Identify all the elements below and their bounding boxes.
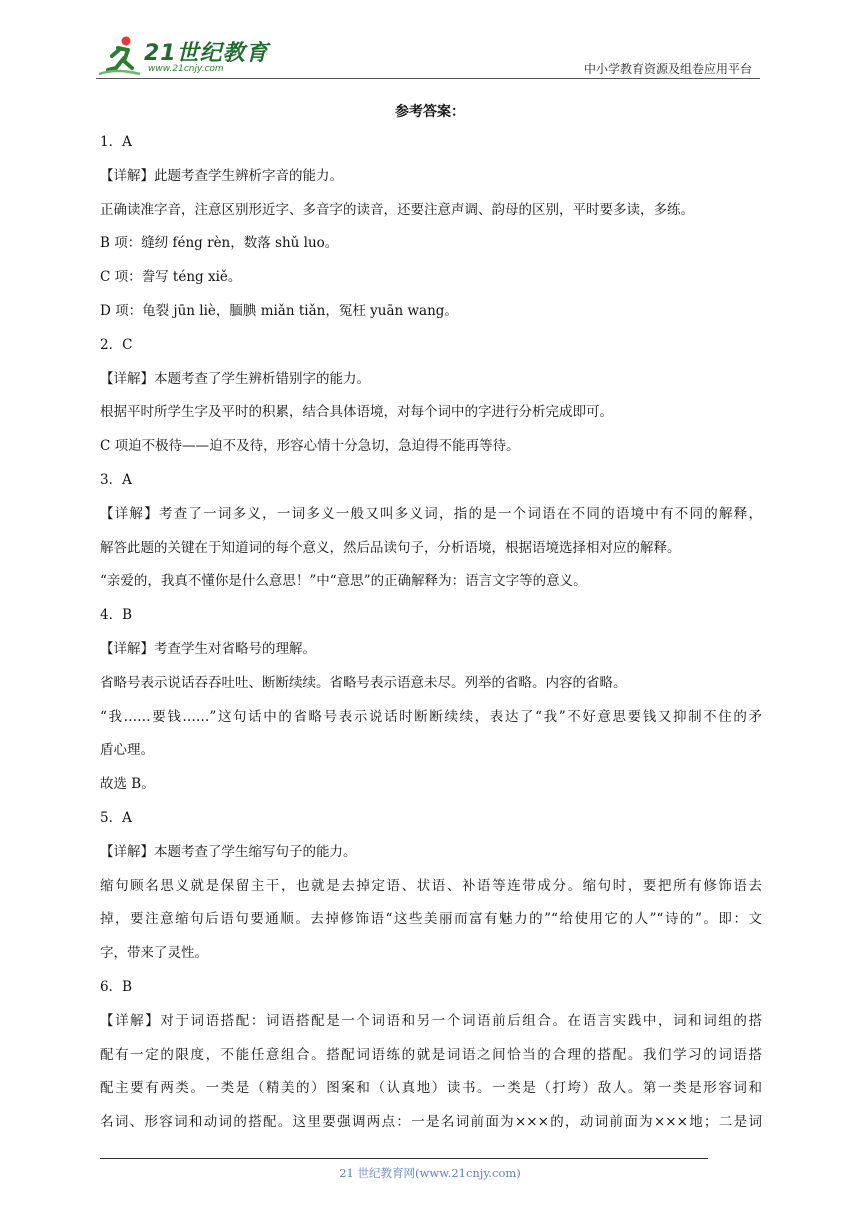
answer-line: 【详解】本题考查了学生辨析错别字的能力。: [100, 370, 370, 387]
answer-line: D 项：龟裂 jūn liè，腼腆 miǎn tiǎn，冤枉 yuān wang。: [100, 302, 458, 319]
page-title: 参考答案：: [395, 104, 465, 120]
answer-line: 【详解】本题考查了学生缩写句子的能力。: [100, 843, 357, 860]
answer-line: 盾心理。: [100, 742, 154, 759]
site-logo[interactable]: [96, 34, 269, 78]
footer-divider: [100, 1158, 708, 1159]
answer-line: B 项：缝纫 féng rèn，数落 shǔ luo。: [100, 235, 339, 252]
answer-line: 解答此题的关键在于知道词的每个意义，然后品读句子，分析语境，根据语境选择相对应的解释。: [100, 539, 681, 556]
answer-line: “亲爱的，我真不懂你是什么意思！”中“意思”的正确解释为：语言文字等的意义。: [100, 573, 587, 590]
page-header: [96, 30, 760, 78]
answer-line: 3．A: [100, 471, 132, 488]
answer-line: 2．C: [100, 336, 133, 353]
answer-line: 名词、形容词和动词的搭配。这里要强调两点：一是名词前面为×××的，动词前面为×××地；二是词: [100, 1114, 762, 1131]
answer-line: 省略号表示说话吞吞吐吐、断断续续。省略号表示语意未尽。列举的省略。内容的省略。: [100, 674, 627, 691]
answer-line: 正确读准字音，注意区别形近字、多音字的读音，还要注意声调、韵母的区别，平时要多读，多练。: [100, 201, 694, 218]
answer-line: 【详解】对于词语搭配：词语搭配是一个词语和另一个词语前后组合。在语言实践中，词和词组的搭: [100, 1012, 762, 1029]
answer-line: 【详解】考查了一词多义，一词多义一般又叫多义词，指的是一个词语在不同的语境中有不同的解释，: [100, 505, 762, 522]
answer-content: [100, 126, 762, 1140]
logo-url: www.21cnjy.com: [148, 64, 224, 74]
answer-line: 掉，要注意缩句后语句要通顺。去掉修饰语“这些美丽而富有魅力的”“给使用它的人”“诗的”。即：文: [100, 911, 762, 928]
logo-text: 21世纪教育: [144, 41, 269, 66]
runner-logo-icon: [96, 34, 142, 78]
answer-line: 5．A: [100, 809, 132, 826]
answer-line: 配主要有两类。一类是（精美的）图案和（认真地）读书。一类是（打垮）敌人。第一类是形容词和: [100, 1080, 762, 1097]
answer-line: C 项迫不极待——迫不及待，形容心情十分急切，急迫得不能再等待。: [100, 438, 520, 455]
answer-line: “我……要钱……”这句话中的省略号表示说话时断断续续，表达了“我”不好意思要钱又抑制不住的矛: [100, 708, 762, 725]
answer-line: 6．B: [100, 978, 133, 995]
header-divider: [96, 78, 760, 79]
answer-line: C 项：誊写 téng xiě。: [100, 269, 242, 286]
page-footer[interactable]: 21 世纪教育网(www.21cnjy.com): [339, 1166, 521, 1180]
platform-name: 中小学教育资源及组卷应用平台: [583, 62, 752, 76]
answer-line: 配有一定的限度，不能任意组合。搭配词语练的就是词语之间恰当的合理的搭配。我们学习的词语搭: [100, 1046, 762, 1063]
answer-line: 字，带来了灵性。: [100, 945, 208, 962]
answer-line: 缩句顾名思义就是保留主干，也就是去掉定语、状语、补语等连带成分。缩句时，要把所有修饰语去: [100, 877, 762, 894]
answer-line: 根据平时所学生字及平时的积累，结合具体语境，对每个词中的字进行分析完成即可。: [100, 404, 613, 421]
answer-line: 故选 B。: [100, 776, 155, 793]
answer-line: 1．A: [100, 134, 132, 150]
answer-line: 【详解】此题考查学生辨析字音的能力。: [100, 167, 343, 184]
answer-line: 【详解】考查学生对省略号的理解。: [100, 640, 316, 657]
answer-line: 4．B: [100, 607, 133, 624]
